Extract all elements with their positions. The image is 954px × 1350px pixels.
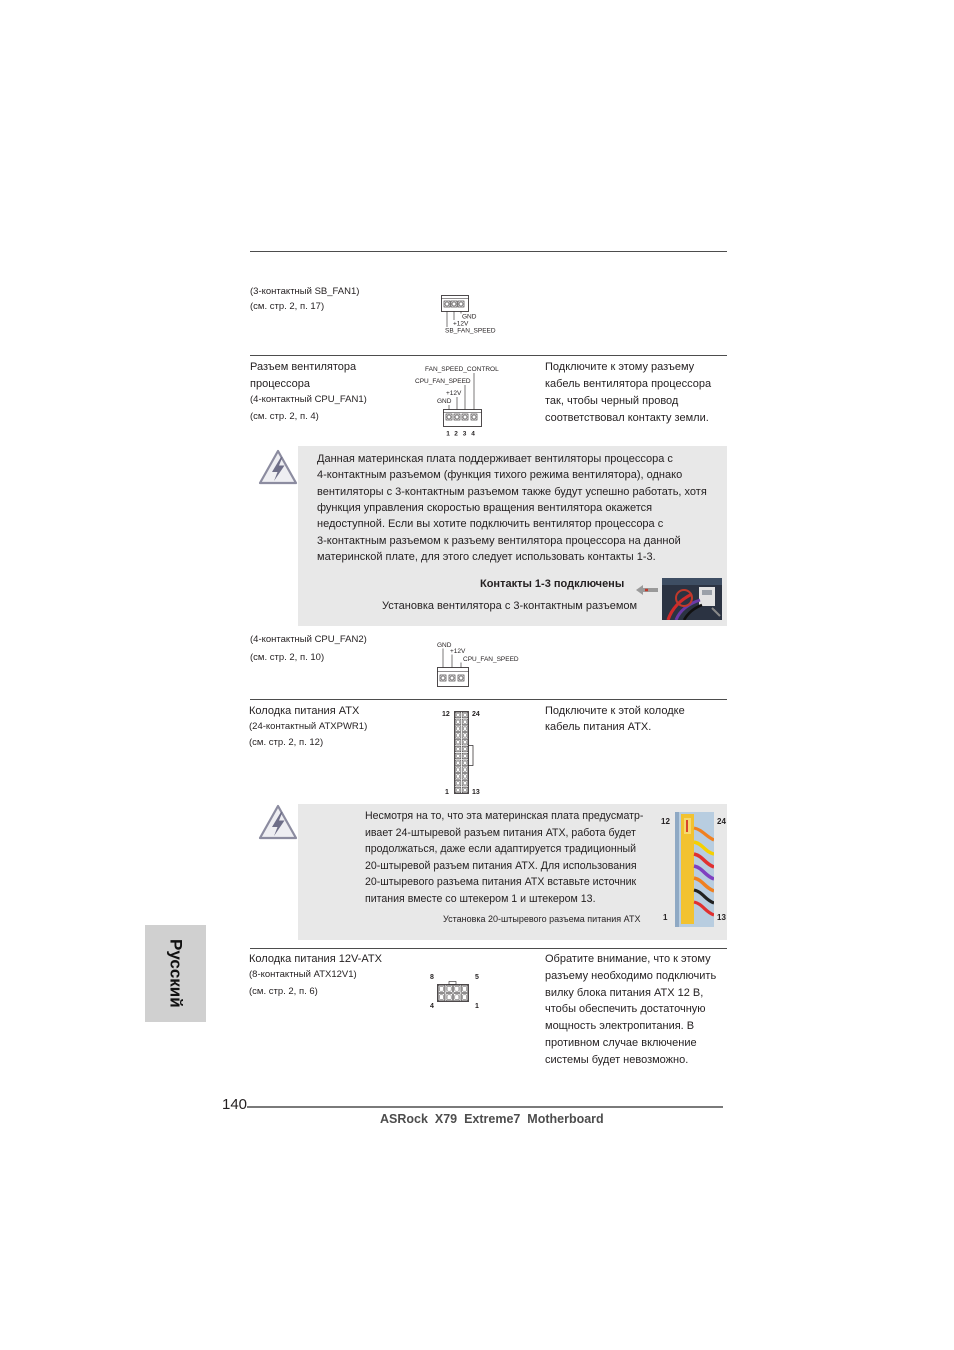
gnd-label: GND (437, 642, 452, 649)
cpu-fan1-type: (4-контактный CPU_FAN1) (250, 394, 367, 405)
description-line: так, чтобы черный провод (545, 394, 679, 407)
fan-speed-label: SB_FAN_SPEED (445, 327, 496, 335)
atx-note-text (365, 808, 643, 908)
pin-contact (445, 302, 449, 306)
connector-notch (449, 982, 456, 985)
pin-socket (456, 747, 459, 750)
arrow-left-icon (636, 584, 660, 596)
cpu-fan2-type: (4-контактный CPU_FAN2) (250, 634, 367, 645)
atx12v-connector-diagram (425, 968, 485, 1013)
pin-label-top-left: 12 (442, 711, 450, 718)
atx-description (545, 703, 685, 735)
pin-socket (463, 727, 466, 730)
pin-socket (439, 995, 443, 1000)
note-line: вентиляторы с 3-контактным разъемом также будут успешно работать, хотя (317, 485, 707, 498)
note-line: недоступной. Если вы хотите подключить вентилятор процессора с (317, 518, 664, 531)
atx12v-description (545, 951, 716, 1069)
pin-socket (463, 747, 466, 750)
pin-socket (463, 720, 466, 723)
pin-socket (456, 727, 459, 730)
description-line: кабель питания ATX. (545, 721, 652, 733)
pin-label-bottom-right: 1 (475, 1003, 479, 1010)
connector-latch (469, 746, 474, 766)
cpu-fan1-page-ref: (см. стр. 2, п. 4) (250, 411, 319, 422)
cpu-fan-speed-label: CPU_FAN_SPEED (463, 656, 519, 663)
section-rule (250, 699, 727, 700)
pin-socket (456, 761, 459, 764)
pin-label-bottom-left: 1 (445, 789, 449, 796)
cpu-fan2-header-diagram (430, 638, 525, 690)
pin-contact (463, 415, 467, 419)
pin-contact (450, 676, 454, 680)
section-rule (250, 355, 727, 356)
pin-socket (456, 782, 459, 785)
note-line: ивает 24-штыревой разъем питания ATX, работа будет (365, 826, 636, 839)
pin-label-top-left: 8 (430, 974, 434, 981)
footer-rule (247, 1106, 723, 1108)
atx12v-page-ref: (см. стр. 2, п. 6) (249, 986, 318, 997)
pin-socket (456, 713, 459, 716)
description-line: чтобы обеспечить достаточную (545, 1003, 706, 1016)
pin-socket (456, 754, 459, 757)
pin-contact (459, 302, 463, 306)
photo-label-top-left: 12 (661, 817, 670, 826)
note-line: функция управления скоростью вращения вентилятора окажется (317, 501, 653, 514)
pin-socket (456, 734, 459, 737)
photo-label-bottom-left: 1 (663, 913, 668, 922)
description-line: системы будет невозможно. (545, 1053, 689, 1066)
sb-fan-type: (3-контактный SB_FAN1) (250, 286, 360, 297)
cpu-fan-speed-label: CPU_FAN_SPEED (415, 378, 471, 385)
pin-socket (463, 986, 467, 991)
atx-type: (24-контактный ATXPWR1) (249, 721, 368, 732)
description-line: разъему необходимо подключить (545, 969, 717, 982)
pin-socket (463, 788, 466, 791)
fan-install-caption: Установка вентилятора с 3-контактным разъемом (382, 600, 638, 612)
gnd-label: GND (462, 313, 477, 321)
pin-number: 1 (446, 430, 450, 438)
description-line: соответствовал контакту земли. (545, 411, 709, 424)
pin-label-bottom-left: 4 (430, 1003, 434, 1010)
pin-label-top-right: 24 (472, 711, 480, 718)
fan-connector-photo (662, 578, 722, 620)
pins-connected-label: Контакты 1-3 подключены (480, 578, 625, 590)
description-line: вилку блока питания ATX 12 В, (545, 986, 704, 999)
warning-icon (258, 804, 298, 841)
note-line: Несмотря на то, что эта материнская плата предусматр- (365, 810, 644, 822)
page-number: 140 (222, 1096, 248, 1113)
pin-socket (463, 775, 466, 778)
atx-page-ref: (см. стр. 2, п. 12) (249, 737, 324, 748)
pin-socket (439, 986, 443, 991)
pin-contact (441, 676, 445, 680)
pin-contact (459, 676, 463, 680)
pin-socket (447, 986, 451, 991)
atx24-connector-diagram (438, 705, 482, 797)
atx-connector-photo (675, 812, 714, 927)
description-line: Подключите к этой колодке (545, 705, 685, 717)
photo-label-top-right: 24 (717, 817, 726, 826)
section-rule (250, 948, 727, 949)
pin-contact (447, 415, 451, 419)
pin-contact (452, 302, 456, 306)
note-line: 20-штыревой разъем питания ATX. Для использования (365, 859, 637, 872)
pin-contact (472, 415, 476, 419)
pin-socket (463, 768, 466, 771)
description-line: Обратите внимание, что к этому (545, 953, 711, 965)
gnd-label: GND (437, 398, 452, 405)
sb-fan-header-diagram (435, 290, 510, 335)
pin-number: 3 (462, 430, 467, 438)
description-line: мощность электропитания. В (545, 1020, 695, 1033)
note-line: продолжаться, даже если адаптируется традиционный (365, 843, 637, 856)
description-line: противном случае включение (545, 1037, 697, 1050)
pin-socket (463, 741, 466, 744)
pin-socket (463, 754, 466, 757)
pin-contact (455, 415, 459, 419)
pin-socket (456, 775, 459, 778)
pin-socket (456, 768, 459, 771)
language-tab (145, 925, 206, 1022)
pin-number: 2 (454, 430, 458, 438)
pin-socket (455, 995, 459, 1000)
v12-label: +12V (453, 320, 469, 328)
pin-socket (455, 986, 459, 991)
note-line: Данная материнская плата поддерживает вентиляторы процессора с (317, 453, 673, 465)
pin-socket (463, 782, 466, 785)
fan-speed-control-label: FAN_SPEED_CONTROL (425, 366, 499, 373)
product-name: ASRock X79 Extreme7 Motherboard (380, 1112, 604, 1126)
cpu-fan-note-text (317, 451, 707, 565)
cpu-fan2-page-ref: (см. стр. 2, п. 10) (250, 652, 325, 663)
pin-socket (463, 761, 466, 764)
warning-icon (258, 449, 298, 486)
pin-socket (447, 995, 451, 1000)
pin-socket (456, 741, 459, 744)
note-line: 3-контактным разъемом к разъему вентилятора процессора на данной (317, 534, 681, 547)
atx12v-type: (8-контактный ATX12V1) (249, 969, 357, 980)
cpu-fan1-description (545, 359, 711, 427)
top-rule (250, 251, 727, 252)
photo-label-bottom-right: 13 (717, 913, 726, 922)
note-line: 4-контактным разъемом (функция тихого режима вентилятора), однако (317, 469, 683, 482)
note-line: 20-штыревого разъема питания ATX вставьте источник (365, 876, 637, 889)
note-line: питания вместе со штекером 1 и штекером 13. (365, 892, 596, 905)
cpu-fan1-header-diagram (410, 362, 505, 438)
note-line: материнской плате, для этого следует использовать контакты 1-3. (317, 550, 656, 563)
v12-label: +12V (450, 648, 466, 655)
pin-label-top-right: 5 (475, 974, 479, 981)
pin-socket (463, 995, 467, 1000)
cpu-fan1-title: Разъем вентилятора (250, 361, 357, 373)
pin-socket (463, 734, 466, 737)
atx12v-title: Колодка питания 12V-ATX (249, 953, 382, 965)
cpu-fan1-title: процессора (250, 378, 310, 390)
sb-fan-page-ref: (см. стр. 2, п. 17) (250, 301, 325, 312)
pin-label-bottom-right: 13 (472, 789, 480, 796)
pin-socket (463, 713, 466, 716)
pin-number: 4 (471, 430, 475, 438)
description-line: кабель вентилятора процессора (545, 377, 712, 390)
language-tab-label: Русский (166, 939, 186, 1008)
v12-label: +12V (446, 390, 462, 397)
pin-socket (456, 788, 459, 791)
description-line: Подключите к этому разъему (545, 360, 695, 373)
atx-install-caption: Установка 20-штыревого разъема питания ATX (443, 914, 641, 924)
atx-title: Колодка питания ATX (249, 705, 360, 717)
pin-socket (456, 720, 459, 723)
